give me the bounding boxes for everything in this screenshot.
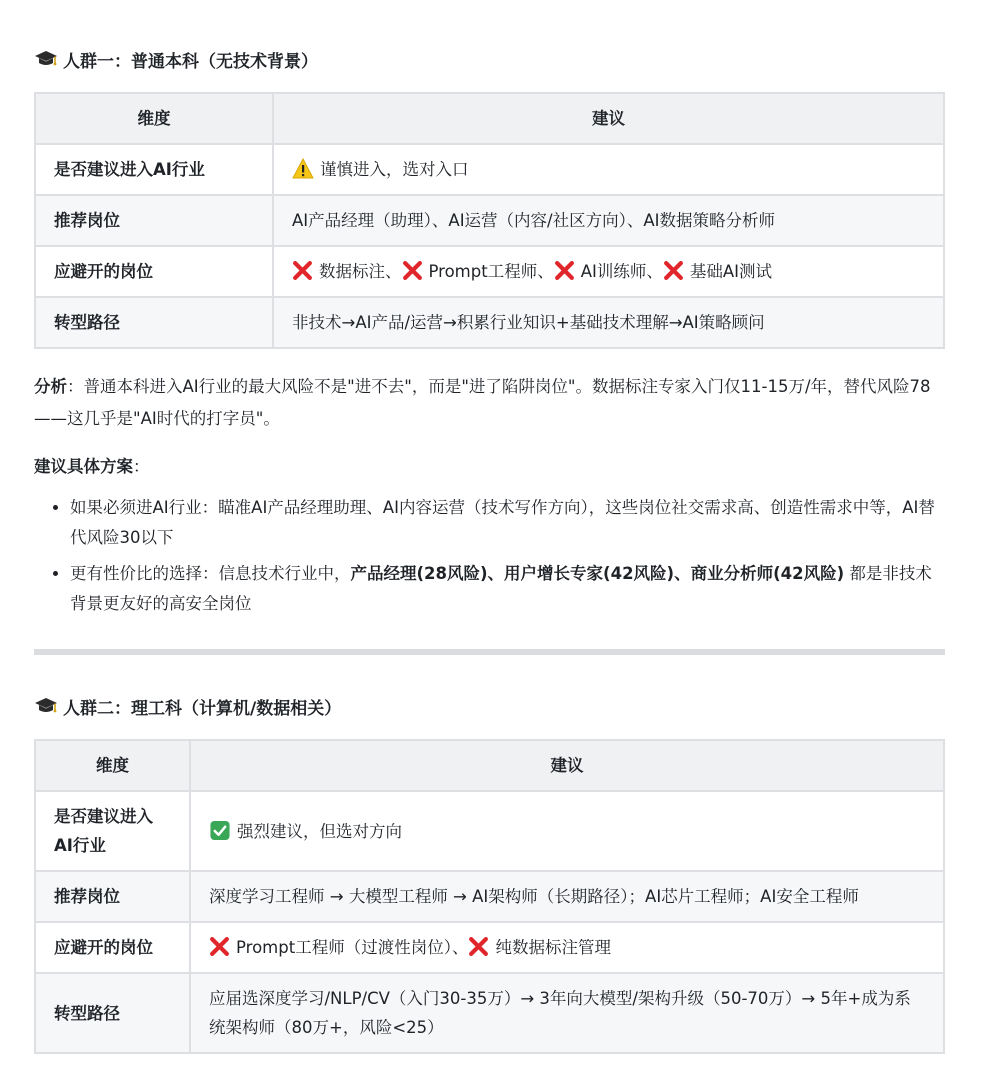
plan-colon: ： (133, 457, 150, 476)
section2-heading (34, 689, 944, 723)
table-row (35, 195, 944, 246)
row-label: 推荐岗位 (35, 871, 190, 922)
row-label: 推荐岗位 (35, 195, 273, 246)
plan-heading (34, 453, 944, 477)
row-label: 是否建议进入AI行业 (35, 791, 190, 871)
avoid-item: 纯数据标注管理 (495, 938, 611, 957)
cross-mark-icon (209, 936, 230, 957)
table-row (35, 922, 944, 973)
avoid-item: Prompt工程师、 (428, 262, 554, 281)
row-value (190, 922, 944, 973)
bullet2-prefix: 更有性价比的选择：信息技术行业中， (70, 564, 351, 583)
avoid-item: Prompt工程师（过渡性岗位）、 (236, 938, 469, 957)
graduation-cap-icon (34, 695, 58, 717)
row-label: 是否建议进入AI行业 (35, 144, 273, 195)
section1-heading (34, 42, 944, 76)
row-value (273, 144, 944, 195)
table-row (35, 973, 944, 1053)
cross-mark-icon (402, 260, 423, 281)
row-label: 应避开的岗位 (35, 246, 273, 297)
table-row (35, 144, 944, 195)
row-value: 非技术→AI产品/运营→积累行业知识+基础技术理解→AI策略顾问 (273, 297, 944, 348)
row-value-text: 强烈建议，但选对方向 (237, 821, 402, 841)
section2-table (34, 739, 945, 1054)
row-value: 深度学习工程师 → 大模型工程师 → AI架构师（长期路径）；AI芯片工程师；AI安全工程师 (190, 871, 944, 922)
column-header-dimension: 维度 (35, 740, 190, 791)
row-value: AI产品经理（助理）、AI运营（内容/社区方向）、AI数据策略分析师 (273, 195, 944, 246)
warning-icon (292, 158, 314, 179)
table-row (35, 871, 944, 922)
list-item: • 如果必须进AI行业：瞄准AI产品经理助理、AI内容运营（技术写作方向），这些岗位社交需求高、创造性需求中等，AI替代风险30以下 (70, 493, 944, 553)
cross-mark-icon (292, 260, 313, 281)
bullet2-suffix: 都是非技术背景更友好的高安全岗位 (70, 564, 932, 613)
column-header-advice: 建议 (273, 93, 944, 144)
row-label: 转型路径 (35, 297, 273, 348)
row-label: 应避开的岗位 (35, 922, 190, 973)
plan-label: 建议具体方案 (34, 457, 133, 476)
table-row (35, 297, 944, 348)
graduation-cap-icon (34, 48, 58, 70)
cross-mark-icon (663, 260, 684, 281)
analysis-label: 分析 (34, 377, 67, 396)
column-header-advice: 建议 (190, 740, 944, 791)
row-value (190, 791, 944, 871)
row-value: 应届选深度学习/NLP/CV（入门30-35万）→ 3年向大模型/架构升级（50-70万）→ 5年+成为系统架构师（80万+，风险<25） (190, 973, 944, 1053)
list-item (70, 559, 944, 619)
analysis-text: ：普通本科进入AI行业的最大风险不是"进不去"，而是"进了陷阱岗位"。数据标注专家入门仅11-15万/年，替代风险78——这几乎是"AI时代的打字员"。 (34, 377, 931, 428)
row-value (273, 246, 944, 297)
table-row (35, 246, 944, 297)
avoid-item: 基础AI测试 (689, 262, 773, 281)
section-divider (34, 649, 945, 655)
section2-heading-text: 人群二：理工科（计算机/数据相关） (63, 698, 342, 719)
section1-heading-text: 人群一：普通本科（无技术背景） (63, 51, 318, 72)
analysis-paragraph (34, 371, 944, 435)
plan-list (34, 493, 944, 619)
bullet2-bold: 产品经理(28风险)、用户增长专家(42风险)、商业分析师(42风险) (350, 564, 845, 583)
table-row (35, 791, 944, 871)
row-value-text: 谨慎进入，选对入口 (320, 160, 469, 179)
row-label: 转型路径 (35, 973, 190, 1053)
avoid-item: 数据标注、 (319, 262, 402, 281)
cross-mark-icon (554, 260, 575, 281)
check-mark-icon (209, 820, 231, 841)
column-header-dimension: 维度 (35, 93, 273, 144)
avoid-item: AI训练师、 (580, 262, 663, 281)
cross-mark-icon (468, 936, 489, 957)
section1-table (34, 92, 945, 349)
